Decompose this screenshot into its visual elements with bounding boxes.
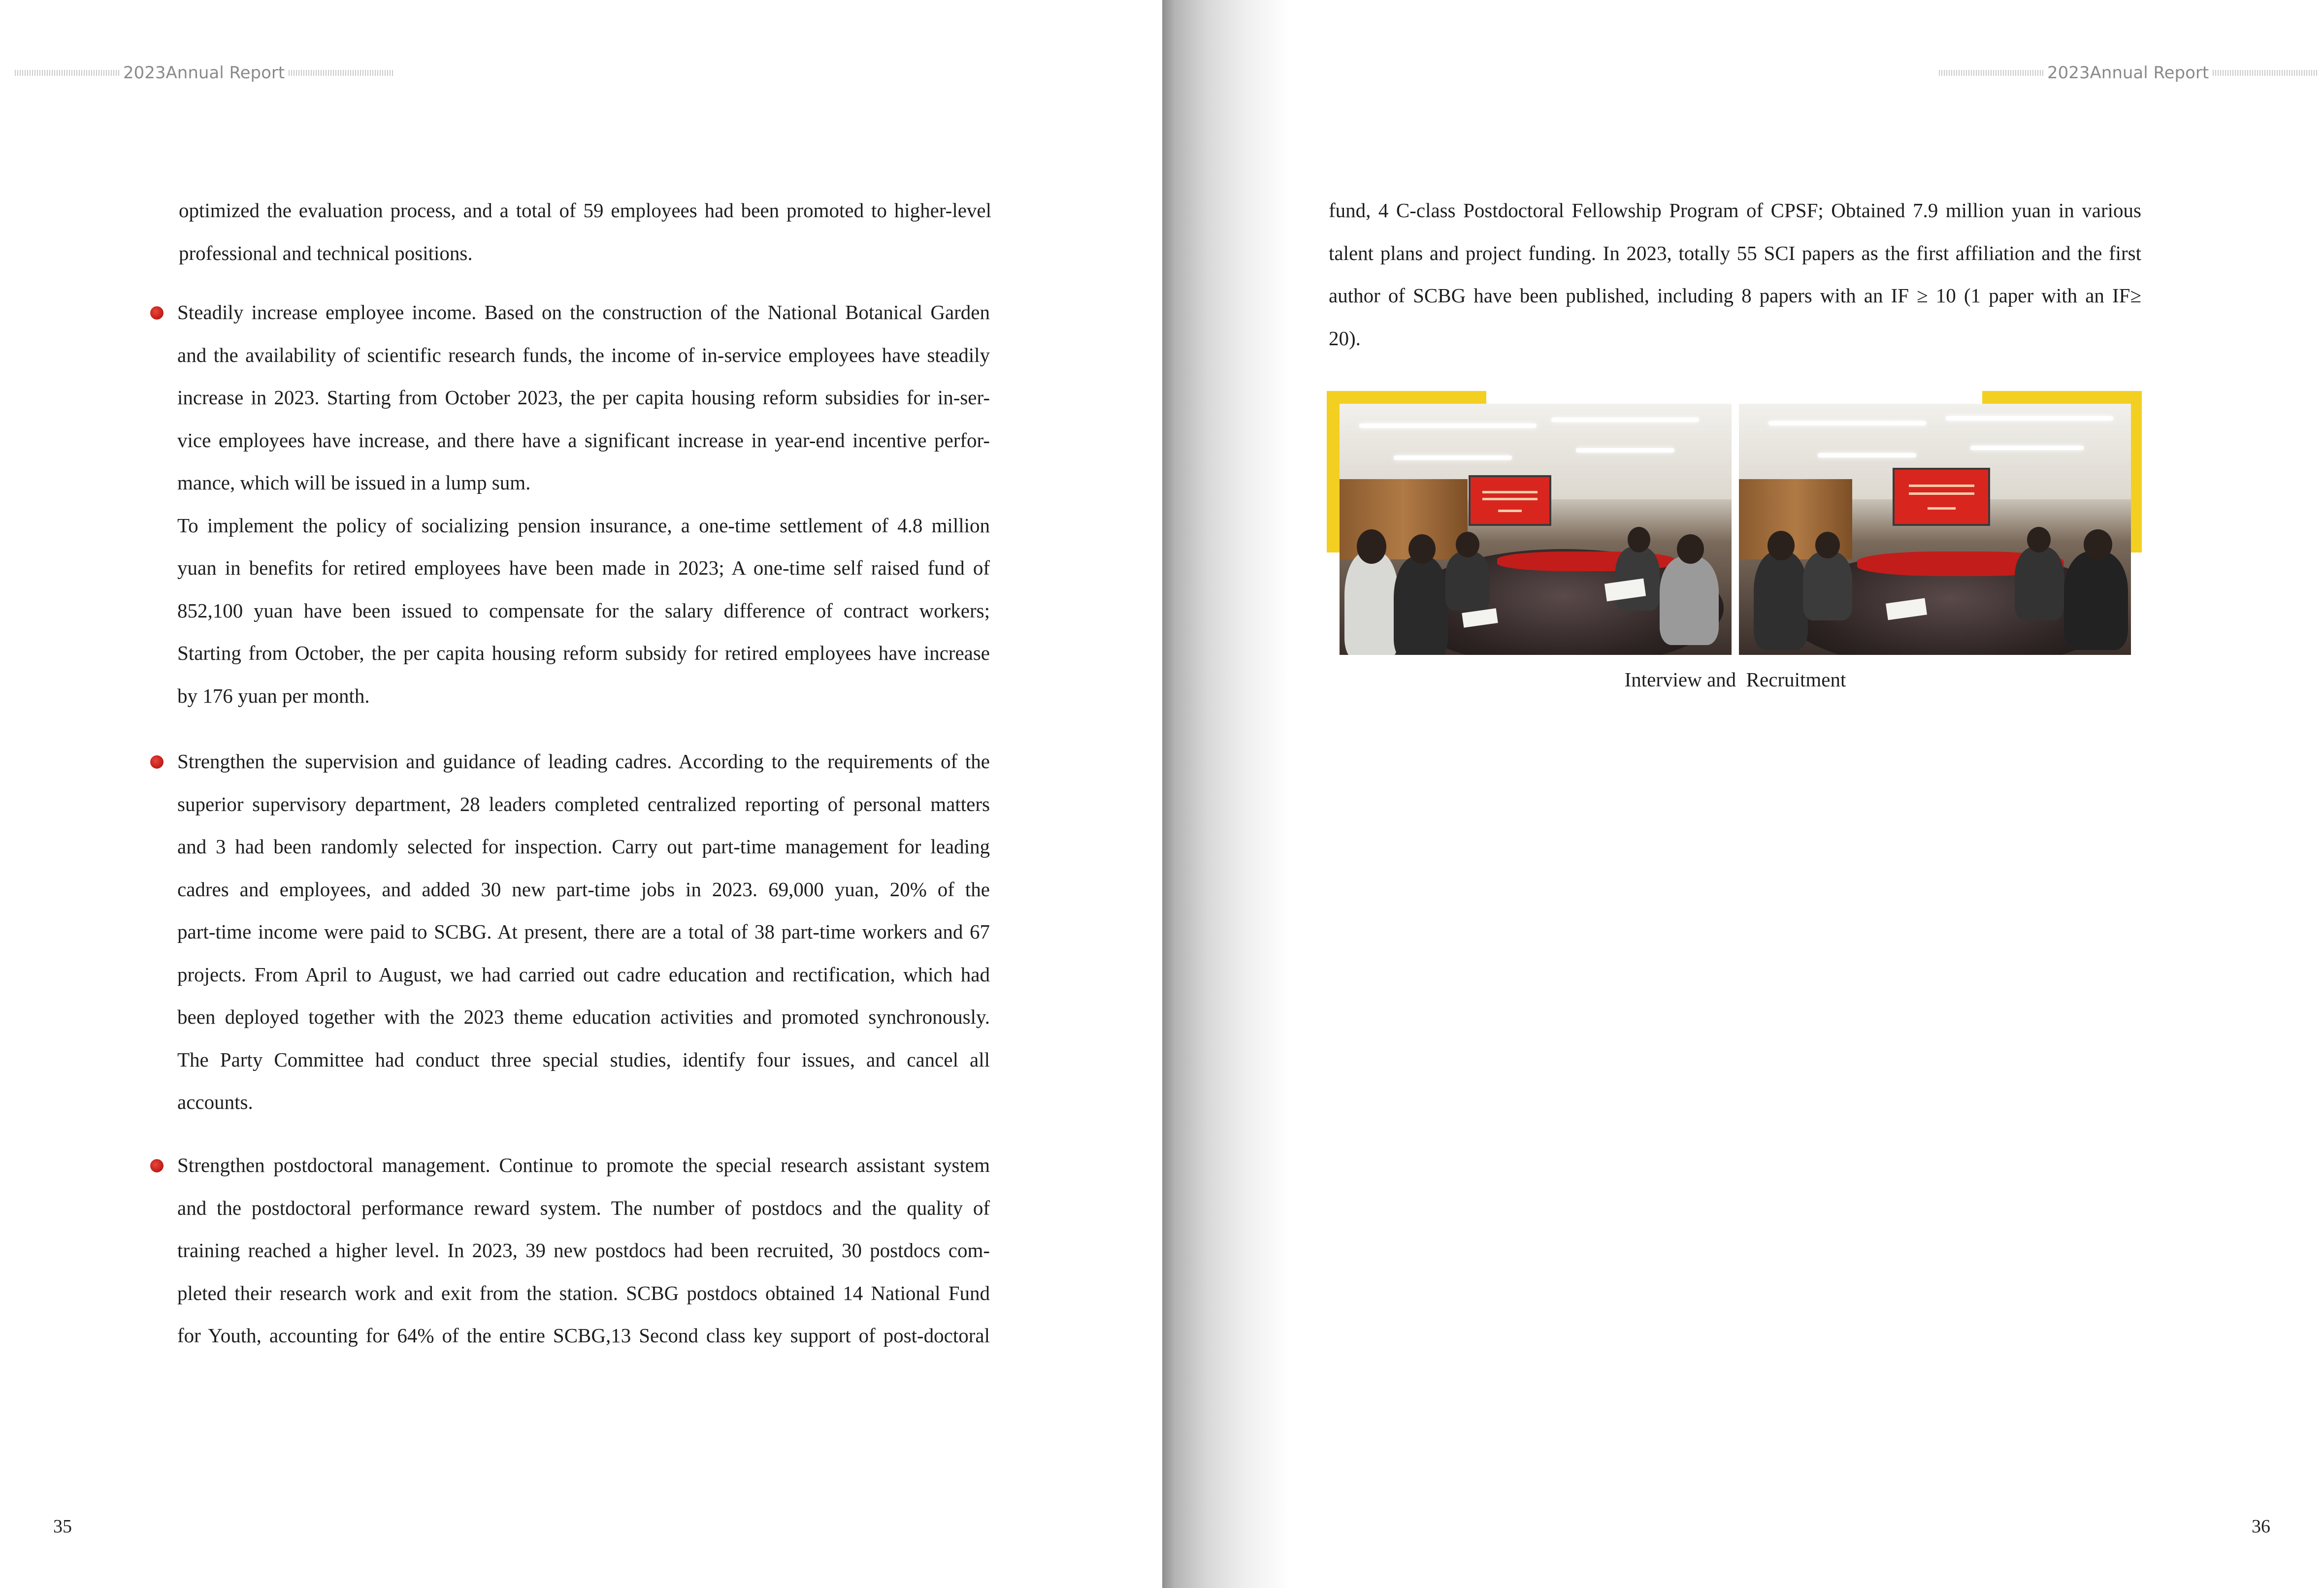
running-header-right	[1939, 63, 2317, 83]
text-line: Strengthen postdoctoral management. Continue to promote the special research assistant system	[177, 1154, 990, 1176]
text-line: Steadily increase employee income. Based on the construction of the National Botanical Garden	[177, 301, 990, 324]
bullet-icon	[150, 306, 164, 320]
text-line: and 3 had been randomly selected for inspection. Carry out part-time management for leading	[177, 835, 990, 858]
text-line: pleted their research work and exit from the station. SCBG postdocs obtained 14 National Fund	[177, 1281, 990, 1304]
bullet-icon	[150, 1159, 164, 1172]
meeting-photo-left	[1340, 404, 1732, 655]
text-line: Strengthen the supervision and guidance of leading cadres. According to the requirements of the	[177, 750, 990, 773]
text-line: 20).	[1329, 326, 1361, 350]
right-page	[1162, 0, 2324, 1588]
text-line: Starting from October, the per capita housing reform subsidy for retired employees have increase	[177, 642, 990, 664]
header-dots-left	[15, 70, 119, 76]
text-line: yuan in benefits for retired employees have been made in 2023; A one-time self raised fund of	[177, 556, 990, 579]
bullet-icon	[150, 755, 164, 769]
header-title-left: 2023Annual Report	[123, 63, 285, 83]
text-line: 852,100 yuan have been issued to compensate for the salary difference of contract workers;	[177, 599, 990, 622]
text-line: professional and technical positions.	[179, 241, 473, 264]
text-line: author of SCBG have been published, including 8 papers with an IF ≥ 10 (1 paper with an IF≥	[1329, 284, 2141, 307]
header-dots-left	[1939, 70, 2043, 76]
paragraph-leading-cadres	[177, 740, 990, 1124]
running-header-left	[15, 63, 393, 83]
page-number-left: 35	[53, 1516, 72, 1537]
meeting-photo-right	[1739, 404, 2131, 655]
paragraph-continuation-right	[1329, 189, 2141, 359]
text-line: superior supervisory department, 28 leaders completed centralized reporting of personal matters	[177, 792, 990, 815]
header-dots-right	[289, 70, 393, 76]
text-line: been deployed together with the 2023 theme education activities and promoted synchronously.	[177, 1005, 990, 1028]
text-line: and the availability of scientific research funds, the income of in-service employees have steadily	[177, 343, 990, 366]
text-line: training reached a higher level. In 2023, 39 new postdocs had been recruited, 30 postdocs com-	[177, 1239, 990, 1262]
text-line: increase in 2023. Starting from October 2023, the per capita housing reform subsidies for in-ser-	[177, 386, 990, 409]
text-line: mance, which will be issued in a lump sum.	[177, 471, 531, 494]
text-line: accounts.	[177, 1091, 253, 1113]
text-line: vice employees have increase, and there have a significant increase in year-end incentive perfor-	[177, 428, 990, 452]
text-line: talent plans and project funding. In 2023, totally 55 SCI papers as the first affiliation and the first	[1329, 241, 2141, 264]
book-gutter-shadow	[1162, 0, 1290, 1588]
paragraph-postdoctoral	[177, 1144, 990, 1357]
text-line: and the postdoctoral performance reward system. The number of postdocs and the quality of	[177, 1196, 990, 1219]
text-line: part-time income were paid to SCBG. At present, there are a total of 38 part-time workers and 67	[177, 920, 990, 943]
text-line: To implement the policy of socializing pension insurance, a one-time settlement of 4.8 million	[177, 514, 990, 537]
text-line: optimized the evaluation process, and a total of 59 employees had been promoted to higher-level	[179, 199, 991, 222]
text-line: fund, 4 C-class Postdoctoral Fellowship Program of CPSF; Obtained 7.9 million yuan in various	[1329, 199, 2141, 222]
photo-caption: Interview and Recruitment	[1624, 668, 1846, 691]
text-line: projects. From April to August, we had carried out cadre education and rectification, which had	[177, 963, 990, 986]
paragraph-employee-income	[177, 291, 990, 717]
text-line: by 176 yuan per month.	[177, 684, 370, 707]
text-line: for Youth, accounting for 64% of the entire SCBG,13 Second class key support of post-doctoral	[177, 1324, 990, 1347]
header-title-right: 2023Annual Report	[2047, 63, 2209, 83]
text-line: The Party Committee had conduct three special studies, identify four issues, and cancel all	[177, 1048, 990, 1071]
page-number-right: 36	[2252, 1516, 2270, 1537]
header-dots-right	[2213, 70, 2317, 76]
text-line: cadres and employees, and added 30 new part-time jobs in 2023. 69,000 yuan, 20% of the	[177, 877, 990, 901]
paragraph-continuation-left	[179, 189, 991, 274]
